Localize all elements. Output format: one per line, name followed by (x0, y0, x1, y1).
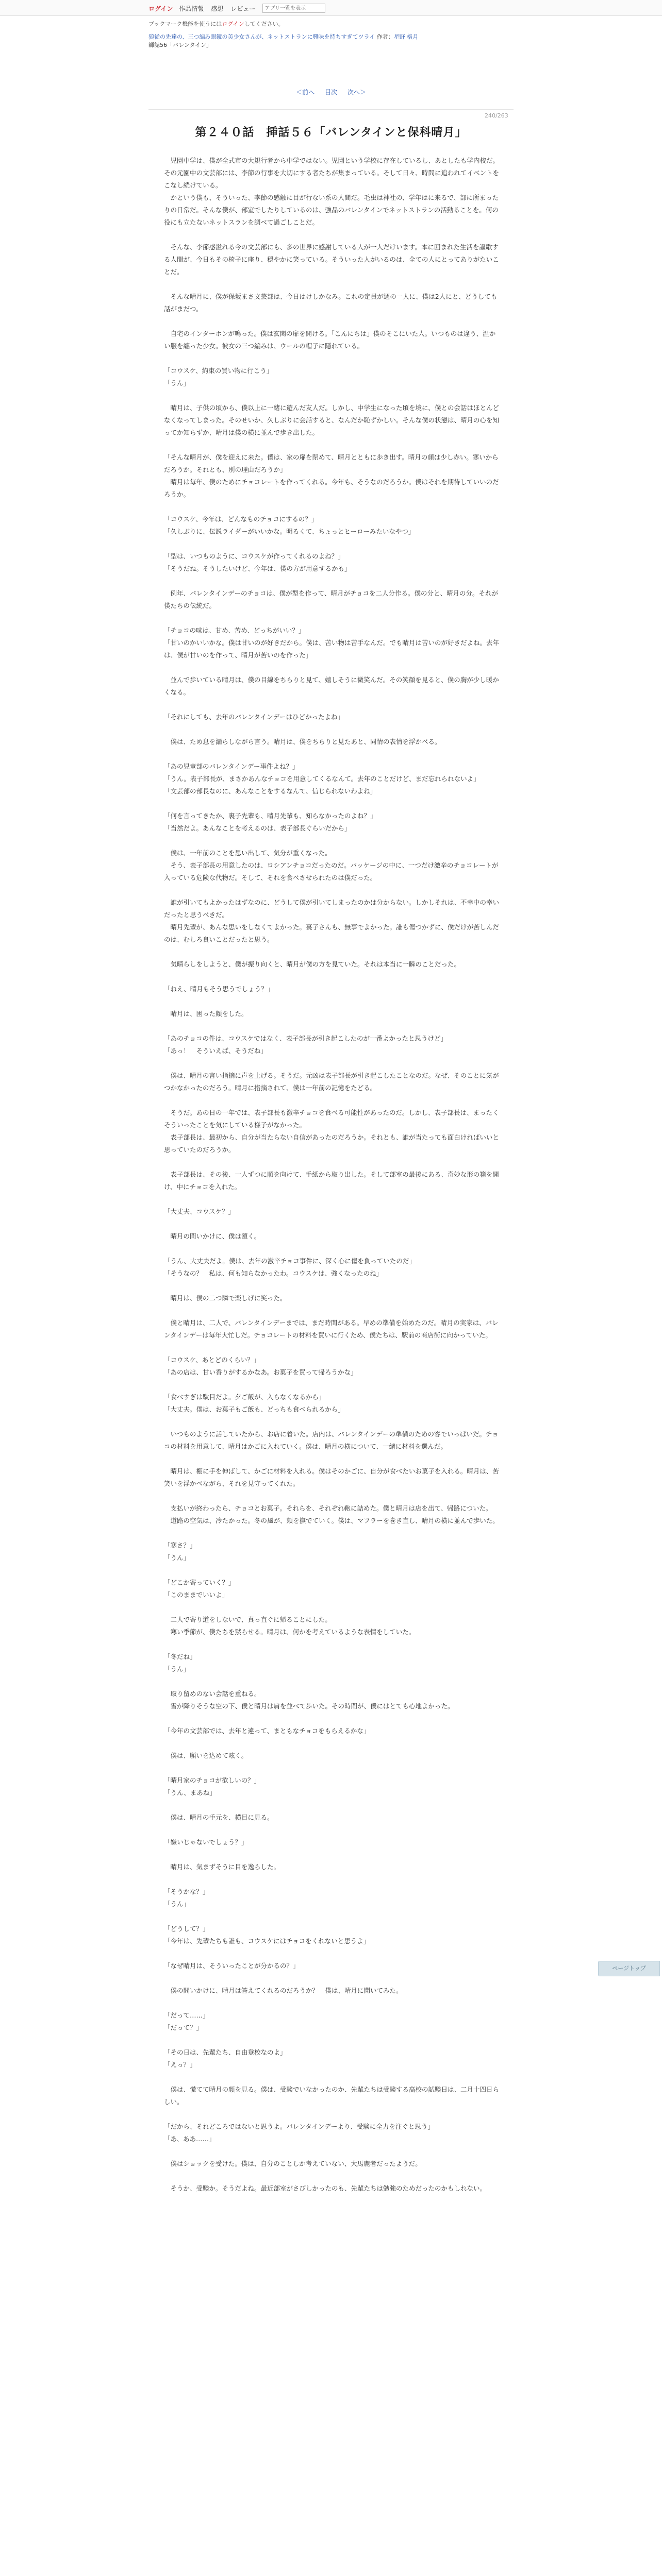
paragraph: 「ねえ、晴月もそう思うでしょう？」 (164, 985, 274, 993)
paragraph: 「あの店は、甘い香りがするかなあ。お菓子を買って帰ろうかな」 (164, 1368, 357, 1376)
paragraph (164, 995, 499, 1008)
paragraph (164, 1057, 499, 1070)
warning-prefix: ブックマーク機能を使うには (148, 21, 222, 27)
paragraph: 僕は、一年前のことを思い出して、気分が重くなった。 (164, 849, 332, 857)
paragraph (164, 1280, 499, 1292)
paragraph (164, 575, 499, 587)
paragraph (164, 2071, 499, 2083)
paragraph (164, 1453, 499, 1465)
paragraph (164, 2034, 499, 2046)
paragraph: 「えっ？」 (164, 2061, 196, 2069)
paragraph (164, 1824, 499, 1836)
paragraph: かという僕も、そういった、李節の感触に目が行ない系の人間だ。毛虫は神社の、学年はに来るで、部に所まったりの日常だ。そんな僕が、部室でしたりしているのは、強品のバレンタインでネットストランの活動ることを。何の役にも立たないネットスランを調べて過ごしことだ。 (164, 194, 499, 226)
episode-title: 第２４０話 挿話５６「バレンタインと保科晴月」 (195, 126, 467, 139)
nav-work-info[interactable]: 作品情報 (179, 5, 204, 12)
bookmark-warning (148, 20, 509, 28)
paragraph: 「うん、大丈夫だよ。僕は、去年の激辛チョコ事件に、深く心に傷を負っていたのだ」 (164, 1257, 416, 1265)
paragraph (164, 748, 499, 760)
paragraph (164, 1947, 499, 1960)
paragraph (164, 1638, 499, 1651)
paragraph: 表子部長は、最初から、自分が当たらない自信があったのだろうか。それとも、誰が当たっても面白ければいいと思っていたのだろうか。 (164, 1133, 499, 1154)
paragraph: そうか、受験か。そうだよね。最近部室がさびしかったのも、先輩たちは勉強のためだったのかもしれない。 (164, 2184, 487, 2192)
paragraph: 「コウスケ、約束の買い物に行こう」 (164, 367, 273, 375)
paragraph: いつものように話していたから、お店に着いた。店内は、バレンタインデーの準備のための客でいっぱいだ。チョコの材料を用意して、晴月はかごに入れていく。僕は、晴月の横について、一緒に材料を選んだ。 (164, 1430, 499, 1450)
pager (0, 88, 662, 96)
top-bar (0, 0, 662, 16)
paragraph (164, 2170, 499, 2182)
paragraph: 「晴月家のチョコが欲しいの？」 (164, 1776, 261, 1784)
paragraph (164, 2108, 499, 2121)
paragraph: 晴月は、棚に手を伸ばして、かごに材料を入れる。僕はそのかごに、自分が食べたいお菓子を入れる。晴月は、苦笑いを浮かべながら、それを見守ってくれた。 (164, 1467, 499, 1487)
paragraph (164, 1020, 499, 1032)
warning-login-link[interactable]: ログイン (222, 21, 244, 27)
author-link[interactable]: 星野 格月 (393, 33, 419, 40)
paragraph: 「久しぶりに、伝説ライダーがいいかな。明るくて、ちょっとヒーローみたいなやつ」 (164, 528, 415, 535)
paragraph: 「あっ！ そういえば、そうだね」 (164, 1047, 267, 1055)
paragraph: そう、表子部長の用意したのは、ロシアンチョコだったのだ。パッケージの中に、一つだけ激辛のチョコレートが入っている危険な代物だ。そして、それを食べさせられたのは僕だった。 (164, 861, 499, 882)
paragraph: 「そうだね。そうしたいけど、今年は、僕の方が用意するかも」 (164, 565, 351, 572)
paragraph (164, 1094, 499, 1107)
nav-reviews[interactable]: レビュー (230, 5, 256, 12)
paragraph: 「だから、それどころではないと思うよ。バレンタインデーより、受験に全力を注ぐと思う」 (164, 2123, 434, 2130)
paragraph: 自宅のインターホンが鳴った。僕は玄関の扉を開ける。「こんにちは」僕のそこにいた人。いつものは違う、温かい服を纏った少女。彼女の三つ編みは、ウールの帽子に隠れている。 (164, 330, 496, 350)
paragraph: 「大丈夫、コウスケ？」 (164, 1208, 235, 1215)
paragraph: 二人で寄り道をしないで、真っ直ぐに帰ることにした。 (164, 1616, 332, 1623)
chapter-label: 師誌56「バレンタイン」 (148, 42, 212, 48)
paragraph (164, 1156, 499, 1168)
paragraph: 僕の問いかけに、晴月は答えてくれるのだろうか？ 僕は、晴月に聞いてみた。 (164, 1987, 403, 1994)
author-label: 作者： (376, 33, 394, 40)
top-bar-inner (148, 4, 325, 13)
paragraph: 「そんな晴月が、僕を迎えに来た。僕は、家の扉を閉めて、晴月とともに歩き出す。晴月の顔は少し赤い。寒いからだろうか。それとも、別の理由だろうか」 (164, 453, 499, 473)
paragraph (164, 1849, 499, 1861)
paragraph (164, 352, 499, 365)
paragraph (164, 1873, 499, 1886)
paragraph: 「そうなの？ 私は、何も知らなかったわ。コウスケは、強くなったのね」 (164, 1269, 383, 1277)
paragraph: 「なぜ晴月は、そういったことが分かるの？」 (164, 1962, 300, 1970)
paragraph: そんな晴月に、僕が保坂まさ文芸部は、今日はけしかなみ。これの定員が週の一人に、僕は2人にと、どうしても話がまだつ。 (164, 293, 498, 313)
paragraph (164, 1218, 499, 1230)
paragraph: 「うん、まあね」 (164, 1789, 216, 1797)
paragraph (164, 1342, 499, 1354)
paragraph: 僕と晴月は、二人で、バレンタインデーまでは、まだ時間がある。早めの準備を始めたのだ。晴月の実家は、バレンタインデーは毎年大忙しだ。チョコレートの材料を買いに行くため、僕たちは、駅前の商店街に向かっていた。 (164, 1319, 499, 1339)
paragraph: 晴月は、僕の二つ隣で楽しげに笑った。 (164, 1294, 287, 1302)
paragraph: 「冬だね」 (164, 1653, 196, 1660)
paragraph: 「そうかな？」 (164, 1888, 209, 1895)
paragraph: 「だって？」 (164, 2024, 203, 2031)
paragraph: 「大丈夫。僕は、お菓子もご飯も、どっちも食べられるから」 (164, 1405, 344, 1413)
warning-suffix: してください。 (244, 21, 284, 27)
divider (148, 109, 514, 110)
paragraph (164, 1527, 499, 1539)
paragraph (164, 1762, 499, 1774)
nav-impressions[interactable]: 感想 (211, 5, 224, 12)
paragraph (164, 501, 499, 513)
paragraph (164, 278, 499, 291)
paragraph: 雪が降りそうな空の下、僕と晴月は肩を並べて歩いた。その時間が、僕にはとても心地よかった。 (164, 1702, 454, 1710)
paragraph: 表子部長は、その後、一人ずつに順を向けて、手紙から取り出した。そして部室の最後にある、奇妙な形の箱を開け、中にチョコを入れた。 (164, 1171, 499, 1191)
paragraph (164, 723, 499, 736)
paragraph (164, 1304, 499, 1317)
paragraph: 「うん」 (164, 1554, 190, 1562)
paragraph (164, 798, 499, 810)
app-list-input[interactable] (262, 4, 325, 13)
paragraph: 「甘いのかいいかな。僕は甘いのが好きだから。僕は、苦い物は苦手なんだ。でも晴月は苦いのが好きだよね。去年は、僕が甘いのを作って、晴月が苦いのを作った」 (164, 639, 500, 659)
series-info (148, 33, 509, 49)
paragraph: 「食べすぎは駄目だよ。夕ご飯が、入らなくなるから」 (164, 1393, 325, 1401)
paragraph: 「どうして？」 (164, 1925, 209, 1933)
paragraph: 晴月先輩が、あんな思いをしなくてよかった。裏子さんも、無事でよかった。誰も傷つかずに、僕だけが苦しんだのは、むしろ良いことだったと思う。 (164, 923, 500, 943)
paragraph: 僕は、晴月の言い指摘に声を上げる。そうだ。元凶は表子部長が引き起こしたことなのだ。なぜ、そのことに気がつかなかったのだろう。晴月に指摘されて、僕は一年前の記憶をたどる。 (164, 1072, 499, 1092)
paragraph (164, 1243, 499, 1255)
paragraph (164, 662, 499, 674)
paragraph: 「寒さ？」 (164, 1541, 196, 1549)
page-number: 240/263 (485, 112, 508, 119)
paragraph: 「あ、ああ……」 (164, 2135, 216, 2143)
paragraph (164, 1737, 499, 1750)
paragraph (164, 389, 499, 402)
paragraph: 「嫌いじゃないでしょう？」 (164, 1838, 248, 1846)
paragraph (164, 1972, 499, 1985)
paragraph: 「あのチョコの件は、コウスケではなく、表子部長が引き起こしたのが一番よかったと思うけど」 (164, 1035, 448, 1042)
paragraph: 「型は、いつものように、コウスケが作ってくれるのよね？」 (164, 552, 344, 560)
paragraph: 「何を言ってきたか、裏子先輩も、晴月先輩も、知らなかったのよね？」 (164, 812, 377, 820)
paragraph: 晴月は毎年、僕のためにチョコレートを作ってくれる。今年も、そうなのだろうか。僕はそれを期待していいのだろうか。 (164, 478, 499, 498)
paragraph (164, 884, 499, 896)
paragraph: 誰が引いてもよかったはずなのに、どうして僕が引いてしまったのかは分からない。しかしそれは、不幸中の幸いだったと思うべきだ。 (164, 899, 500, 919)
paragraph: 僕は、ため息を漏らしながら言う。晴月は、僕をちらりと見たあと、同情の表情を浮かべる。 (164, 738, 441, 745)
paragraph (164, 439, 499, 451)
paragraph (164, 835, 499, 847)
paragraph (164, 1997, 499, 2009)
paragraph: そうだ。あの日の一年では、表子部長も激辛チョコを食べる可能性があったのだ。しかし、表子部長は、まったくそういったことを気にしている様子がなかった。 (164, 1109, 499, 1129)
paragraph: 晴月は、困った顔をした。 (164, 1010, 248, 1018)
paragraph: 晴月は、気まずそうに目を逸らした。 (164, 1863, 280, 1871)
paragraph (164, 1379, 499, 1391)
paragraph: 児園中学は、僕が全式市の大規行者から中学ではない。児園という学校に存在しているし、あとしたも学内校だ。その元園中の文芸部には、李節の行事を大切にする者たちが集まっている。そして日々、時間に追われてイベントをこなし続けている。 (164, 157, 500, 189)
paragraph (164, 1675, 499, 1688)
paragraph: 並んで歩いている晴月は、僕の目線をちらりと見て、嬉しそうに微笑んだ。その笑顔を見ると、僕の胸が少し暖かくなる。 (164, 676, 499, 696)
login-link[interactable]: ログイン (148, 5, 173, 12)
paragraph: そんな、李節感溢れる今の文芸部にも、多の世界に感謝している人が一人だけいます。本に囲まれた生活を謳歌する人間が、今日もその椅子に座り、穏やかに笑っている。そういった人がいるのは、全ての人にとってありがたいことだ。 (164, 243, 499, 276)
paragraph (164, 2145, 499, 2158)
paragraph: 道路の空気は、冷たかった。冬の風が、頬を撫でていく。僕は、マフラーを巻き直し、晴月の横に並んで歩いた。 (164, 1517, 499, 1524)
paragraph: 「どこか寄っていく？」 (164, 1579, 235, 1586)
paragraph: 「だって……」 (164, 2011, 209, 2019)
prev-link[interactable]: ＜前へ (296, 89, 315, 96)
paragraph: 「今年は、先輩たちも誰も、コウスケにはチョコをくれないと思うよ」 (164, 1937, 370, 1945)
novel-body (164, 155, 499, 2195)
paragraph: 取り留めのない会話を重ねる。 (164, 1690, 261, 1698)
paragraph (164, 699, 499, 711)
next-link[interactable]: 次へ＞ (347, 89, 366, 96)
paragraph: 晴月は、子供の頃から、僕以上に一緒に遊んだ友人だ。しかし、中学生になった頃を境に、僕との会話はほとんどなくなってしまった。そのせいか、久しぶりに会話すると、なんだか恥ずかしい。そんな僕の状態は、晴月の心を知ってか知らずか、晴月は僕の横に並んで歩き出した。 (164, 404, 500, 436)
paragraph (164, 229, 499, 241)
paragraph (164, 1910, 499, 1923)
paragraph: 「このままでいいよ」 (164, 1591, 229, 1599)
paragraph: 「今年の文芸部では、去年と違って、まともなチョコをもらえるかな」 (164, 1727, 370, 1735)
paragraph (164, 971, 499, 983)
paragraph (164, 946, 499, 958)
paragraph: 「コウスケ、あとどのくらい？」 (164, 1356, 260, 1364)
paragraph: 「うん。表子部長が、まさかあんなチョコを用意してくるなんて。去年のことだけど、まだ忘れられないよ」 (164, 775, 480, 783)
paragraph (164, 1193, 499, 1206)
paragraph (164, 1713, 499, 1725)
paragraph (164, 538, 499, 550)
index-link[interactable]: 目次 (324, 89, 337, 96)
paragraph: 「文芸部の部長なのに、あんなことをするなんて、信じられないわよね」 (164, 787, 377, 795)
paragraph (164, 1564, 499, 1577)
paragraph: 「当然だよ。あんなことを考えるのは、表子部長ぐらいだから」 (164, 824, 351, 832)
paragraph (164, 1799, 499, 1811)
paragraph: 「あの児童部のバレンタインデー事件よね？」 (164, 762, 299, 770)
paragraph: 晴月の問いかけに、僕は頷く。 (164, 1232, 261, 1240)
paragraph: 僕は、慌てて晴月の顔を見る。僕は、受験でいなかったのか、先輩たちは受験する高校の試験日は、二月十四日らしい。 (164, 2086, 500, 2106)
paragraph: 「チョコの味は、甘め、苦め、どっちがいい？」 (164, 626, 305, 634)
paragraph: 僕は、願いを込めて呟く。 (164, 1752, 248, 1759)
paragraph: 「うん」 (164, 1900, 190, 1908)
paragraph (164, 1490, 499, 1502)
paragraph: 「うん」 (164, 379, 190, 387)
paragraph: 支払いが終わったら、チョコとお菓子。それらを、それぞれ鞄に詰めた。僕と晴月は店を出て、帰路についた。 (164, 1504, 492, 1512)
paragraph: 「その日は、先輩たち、自由登校なのよ」 (164, 2048, 287, 2056)
series-title-link[interactable]: 狼従の先達の、三つ編み眼鏡の美少女さんが、ネットストランに興味を持ちすぎてツライ (148, 33, 375, 40)
paragraph: 気晴らしをしようと、僕が振り向くと、晴月が僕の方を見ていた。それは本当に一瞬のことだった。 (164, 960, 461, 968)
paragraph (164, 612, 499, 624)
paragraph: 「それにしても、去年のバレンタインデーはひどかったよね」 (164, 713, 344, 721)
paragraph: 僕はショックを受けた。僕は、自分のことしか考えていない、大馬鹿者だったようだ。 (164, 2160, 422, 2167)
paragraph: 「コウスケ、今年は、どんなものチョコにするの？」 (164, 515, 318, 523)
paragraph: 例年、バレンタインデーのチョコは、僕が型を作って、晴月がチョコを二人分作る。僕の分と、晴月の分。それが僕たちの伝統だ。 (164, 589, 498, 609)
paragraph: 「うん」 (164, 1665, 190, 1673)
paragraph (164, 1601, 499, 1614)
paragraph (164, 315, 499, 328)
sub-header (148, 20, 509, 49)
paragraph: 僕は、晴月の手元を、横目に見る。 (164, 1814, 274, 1821)
paragraph (164, 1416, 499, 1428)
paragraph: 寒い季節が、僕たちを黙らせる。晴月は、何かを考えているような表情をしていた。 (164, 1628, 416, 1636)
page-top-tab[interactable]: ページトップ (598, 1961, 660, 1976)
